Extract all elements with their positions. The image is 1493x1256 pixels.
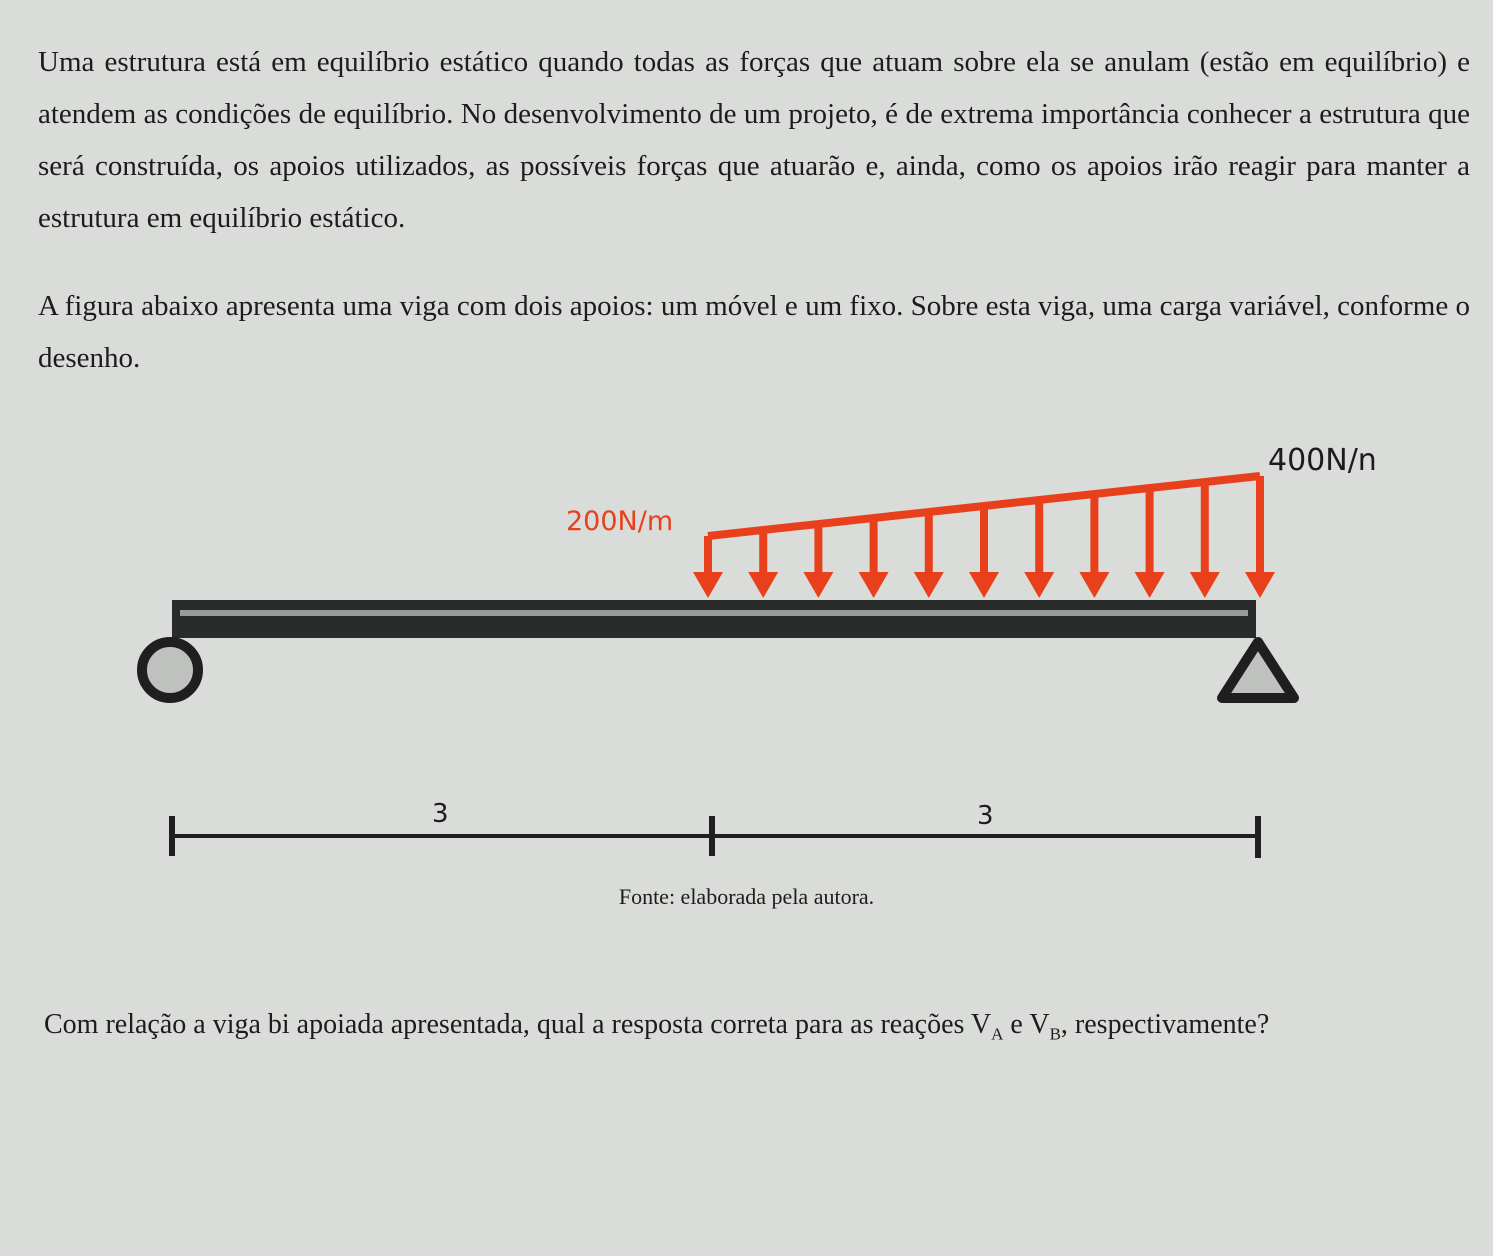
load-arrow-head	[859, 572, 889, 598]
load-end-label: 400N/n	[1268, 443, 1377, 478]
question-text-end: , respectivamente?	[1060, 1009, 1270, 1040]
span-left-label: 3	[432, 799, 449, 829]
load-arrow-head	[748, 572, 778, 598]
distributed-load-arrows	[693, 476, 1275, 598]
question-text	[44, 1000, 1444, 1060]
load-start-label: 200N/m	[566, 506, 674, 537]
load-arrow-head	[1024, 572, 1054, 598]
question-text-middle: e V	[1003, 1009, 1050, 1040]
intro-paragraph-2: A figura abaixo apresenta uma viga com dois apoios: um móvel e um fixo. Sobre esta viga, uma carga variável, conforme o desenho.	[38, 290, 1470, 374]
intro-paragraph-1: Uma estrutura está em equilíbrio estático quando todas as forças que atuam sobre ela se anulam (estão em equilíbrio) e atendem as condições de equilíbrio. No desenvolvimento de um projeto, é de extrema importância conhecer a estrutura que será construída, os apoios utilizados, as possíveis forças que atuarão e, ainda, como os apoios irão reagir para manter a estrutura em equilíbrio estático.	[38, 46, 1470, 234]
load-arrow-head	[1135, 572, 1165, 598]
load-arrow-head	[969, 572, 999, 598]
reaction-a-subscript: A	[991, 1024, 1004, 1044]
question-text-start: Com relação a viga bi apoiada apresentada, qual a resposta correta para as reações V	[44, 1009, 992, 1040]
beam	[172, 600, 1256, 638]
load-arrow-head	[914, 572, 944, 598]
load-arrow-head	[693, 572, 723, 598]
roller-support	[142, 642, 198, 698]
reaction-b-subscript: B	[1049, 1024, 1061, 1044]
load-arrow-head	[1190, 572, 1220, 598]
load-arrow-head	[803, 572, 833, 598]
load-arrow-head	[1079, 572, 1109, 598]
load-arrow-head	[1245, 572, 1275, 598]
span-right-label: 3	[977, 801, 994, 831]
beam-diagram	[0, 420, 1493, 880]
beam-highlight	[180, 610, 1248, 616]
pin-support	[1222, 642, 1294, 698]
figure-caption: Fonte: elaborada pela autora.	[618, 884, 875, 909]
